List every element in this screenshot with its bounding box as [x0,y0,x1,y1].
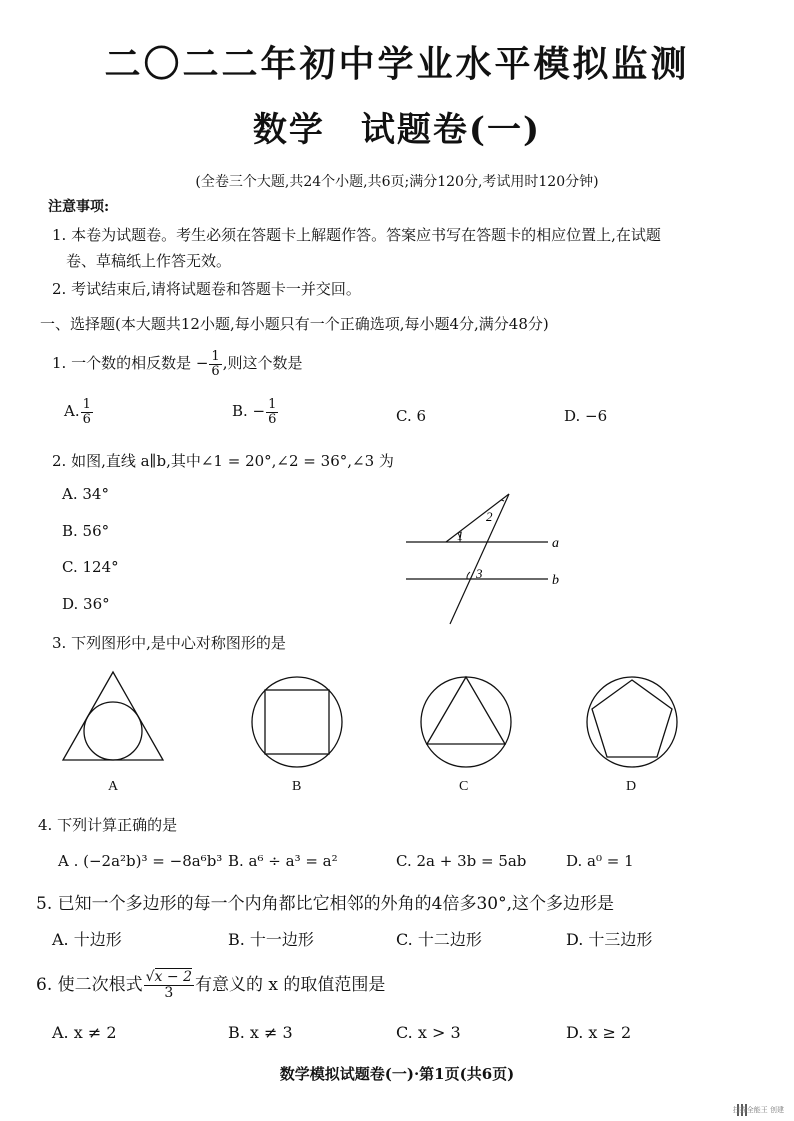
question-6-option-b: B. x ≠ 3 [228,1023,293,1042]
angle-1-label: 1 [457,528,464,543]
question-5-option-b: B. 十一边形 [228,930,314,949]
figure-d-circle-pentagon [584,674,680,770]
note-item-1: 1. 本卷为试题卷。考生必须在答题卡上解题作答。答案应书写在答题卡的相应位置上,在试题 [52,226,661,244]
question-1-option-c: C. 6 [396,407,427,425]
angle-2-label: 2 [486,509,493,524]
question-2-option-a: A. 34° [62,485,109,503]
question-4-option-b: B. a⁶ ÷ a³ = a² [228,852,338,870]
scanner-watermark: 扫描全能王 创建 [732,1106,784,1114]
question-1-stem: 1. 一个数的相反数是 − $\frac{1}{6}$ ,则这个数是 [52,349,303,379]
figure-a-label: A [108,779,119,794]
transversal-2 [450,494,509,624]
question-2-option-b: B. 56° [62,522,110,540]
question-3-stem: 3. 下列图形中,是中心对称图形的是 [52,634,286,652]
exam-info: (全卷三个大题,共24个小题,共6页;满分120分,考试用时120分钟) [195,174,599,190]
question-4-option-d: D. a⁰ = 1 [566,852,634,870]
line-b-label: b [552,573,559,588]
question-6-option-d: D. x ≥ 2 [566,1023,632,1042]
question-2-option-c: C. 124° [62,558,119,576]
line-a-label: a [552,536,559,551]
parallel-lines-figure [400,488,570,628]
question-4-stem: 4. 下列计算正确的是 [38,816,178,834]
angle-3-arc [467,572,470,579]
figure-b-circle-square [249,674,345,770]
question-6-option-c: C. x > 3 [396,1023,461,1042]
figure-d-label: D [626,779,637,794]
section-1-heading: 一、选择题(本大题共12小题,每小题只有一个正确选项,每小题4分,满分48分) [40,315,549,333]
question-5-stem: 5. 已知一个多边形的每一个内角都比它相邻的外角的4倍多30°,这个多边形是 [36,894,614,914]
question-1-option-b: B. − $\frac{1}{6}$ [232,397,277,427]
question-1-option-a: A. $\frac{1}{6}$ [64,397,91,427]
figure-c-label: C [459,779,469,794]
question-2-stem: 2. 如图,直线 a∥b,其中∠1 = 20°,∠2 = 36°,∠3 为 [52,452,394,470]
note-item-1-cont: 卷、草稿纸上作答无效。 [66,252,232,270]
question-5-option-d: D. 十三边形 [566,930,653,949]
figure-c-circle-triangle [418,674,514,770]
fraction: $\frac{1}{6}$ [211,349,220,379]
sqrt-symbol: √ [145,969,155,986]
exam-subtitle: 数学 试题卷(一) [252,110,542,150]
question-4-option-a: A . (−2a²b)³ = −8a⁶b³ [58,852,223,870]
figure-b-label: B [292,779,302,794]
question-1-option-d: D. −6 [564,407,608,425]
page-footer: 数学模拟试题卷(一)·第1页(共6页) [279,1065,515,1083]
question-6-stem: 6. 使二次根式 $\frac{√x - 2}{3}$ 有意义的 x 的取值范围是 [36,969,386,1001]
notes-heading: 注意事项: [48,199,110,215]
question-2-option-d: D. 36° [62,595,110,613]
radical-fraction: $\frac{√x - 2}{3}$ [145,969,192,1001]
question-6-option-a: A. x ≠ 2 [52,1023,117,1042]
note-item-2: 2. 考试结束后,请将试题卷和答题卡一并交回。 [52,280,361,298]
question-5-option-a: A. 十边形 [52,930,122,949]
angle-2-arc [501,500,504,501]
exam-title: 二〇二二年初中学业水平模拟监测 [104,43,690,85]
question-4-option-c: C. 2a + 3b = 5ab [396,852,527,870]
angle-3-label: 3 [476,566,483,581]
figure-a-triangle-incircle [58,668,168,764]
question-5-option-c: C. 十二边形 [396,930,482,949]
transversal-1 [446,494,509,542]
